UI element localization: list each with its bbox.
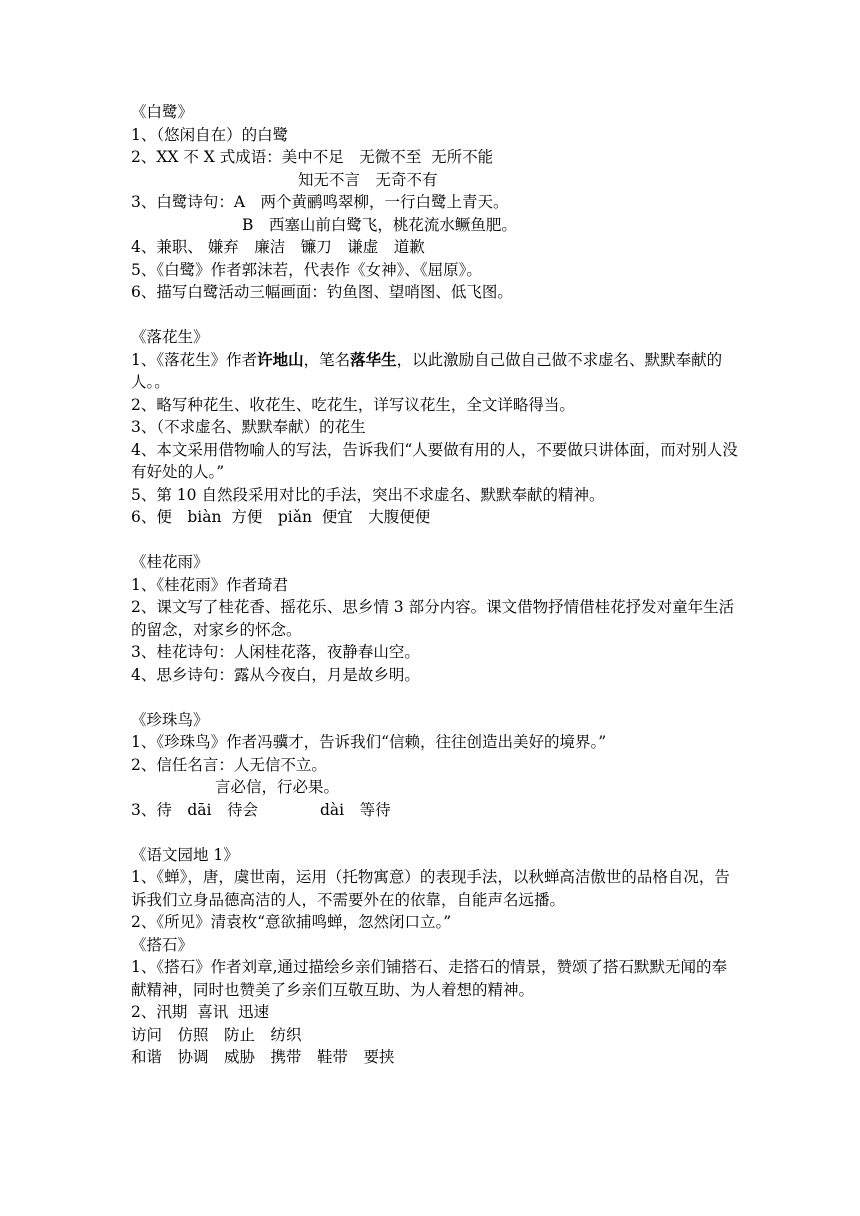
document-page xyxy=(131,101,741,1069)
luohuasheng-item-3: 3、（不求虚名、默默奉献）的花生 xyxy=(131,418,366,436)
section-spacer xyxy=(131,686,741,709)
zhenzhuniao-item-2-continued: 言必信，行必果。 xyxy=(215,778,340,796)
luohuasheng-item-5: 5、第 10 自然段采用对比的手法，突出不求虚名、默默奉献的精神。 xyxy=(131,485,605,504)
dashi-word-list-1: 访问 仿照 防止 纺织 xyxy=(131,1025,302,1044)
section-title-zhenzhuniao: 《珍珠鸟》 xyxy=(131,710,209,729)
section-spacer xyxy=(131,304,741,327)
zhenzhuniao-item-3: 3、待 dāi 待会 dài 等待 xyxy=(131,800,391,819)
zhenzhuniao-item-2: 2、信任名言：人无信不立。 xyxy=(131,755,327,774)
yuwenyuandi-item-1: 1、《蝉》，唐，虞世南，运用（托物寓意）的表现手法，以秋蝉高洁傲世的品格自况，告诉我们立身品德高洁的人，不需要外在的依靠，自能声名远播。 xyxy=(131,868,730,909)
bailu-item-5: 5、《白鹭》作者郭沫若，代表作《女神》、《屈原》。 xyxy=(131,260,482,279)
guihuayu-item-4: 4、思乡诗句：露从今夜白，月是故乡明。 xyxy=(131,665,420,684)
guihuayu-item-3: 3、桂花诗句：人闲桂花落，夜静春山空。 xyxy=(131,643,420,661)
luohuasheng-item-1-text: ，笔名 xyxy=(303,350,351,369)
dashi-item-2: 2、汛期 喜讯 迅速 xyxy=(131,1003,270,1021)
bailu-item-3: 3、白鹭诗句：A 两个黄鹂鸣翠柳，一行白鹭上青天。 xyxy=(131,193,509,211)
bailu-item-3-continued: B 西塞山前白鹭飞，桃花流水鳜鱼肥。 xyxy=(242,215,517,234)
luohuasheng-item-4: 4、本文采用借物喻人的写法，告诉我们“人要做有用的人，不要做只讲体面，而对别人没有好处的人。” xyxy=(131,440,738,481)
dashi-item-1: 1、《搭石》作者刘章,通过描绘乡亲们铺搭石、走搭石的情景，赞颂了搭石默默无闻的奉献精神，同时也赞美了乡亲们互敬互助、为人着想的精神。 xyxy=(131,958,728,999)
luohuasheng-item-6: 6、便 biàn 方便 piǎn 便宜 大腹便便 xyxy=(131,508,431,526)
section-title-bailu: 《白鹭》 xyxy=(131,103,194,121)
section-spacer xyxy=(131,821,741,844)
bailu-item-2-continued: 知无不言 无奇不有 xyxy=(298,170,438,189)
bailu-item-2: 2、XX 不 X 式成语：美中不足 无微不至 无所不能 xyxy=(131,148,494,166)
luohuasheng-item-2: 2、略写种花生、收花生、吃花生，详写议花生，全文详略得当。 xyxy=(131,395,575,414)
section-title-dashi: 《搭石》 xyxy=(131,935,194,954)
zhenzhuniao-item-1: 1、《珍珠鸟》作者冯骥才，告诉我们“信赖，往往创造出美好的境界。” xyxy=(131,733,607,751)
bailu-item-4: 4、兼职、 嫌弃 廉洁 镰刀 谦虚 道歉 xyxy=(131,238,425,256)
bailu-item-1: 1、（悠闲自在）的白鹭 xyxy=(131,125,289,144)
dashi-word-list-2: 和谐 协调 威胁 携带 鞋带 要挟 xyxy=(131,1048,395,1066)
bailu-item-6: 6、描写白鹭活动三幅画面：钓鱼图、望哨图、低飞图。 xyxy=(131,283,513,301)
guihuayu-item-1: 1、《桂花雨》作者琦君 xyxy=(131,575,289,594)
guihuayu-item-2: 2、课文写了桂花香、摇花乐、思乡情 3 部分内容。课文借物抒情借桂花抒发对童年生活的留念，对家乡的怀念。 xyxy=(131,598,735,639)
section-spacer xyxy=(131,529,741,552)
author-name-bold: 许地山 xyxy=(257,349,304,369)
luohuasheng-item-1-text: ，以此激励自己做自己做不求虚名、默默奉献的人。。 xyxy=(131,350,723,391)
section-title-luohuasheng: 《落花生》 xyxy=(131,328,209,346)
luohuasheng-item-1 xyxy=(131,349,741,394)
section-title-yuwenyuandi: 《语文园地 1》 xyxy=(131,845,239,864)
section-title-guihuayu: 《桂花雨》 xyxy=(131,553,209,571)
luohuasheng-item-1-text: 1、《落花生》作者 xyxy=(131,350,258,369)
yuwenyuandi-item-2: 2、《所见》清袁枚“意欲捕鸣蝉，忽然闭口立。” xyxy=(131,913,452,931)
pen-name-bold: 落华生 xyxy=(350,349,397,369)
